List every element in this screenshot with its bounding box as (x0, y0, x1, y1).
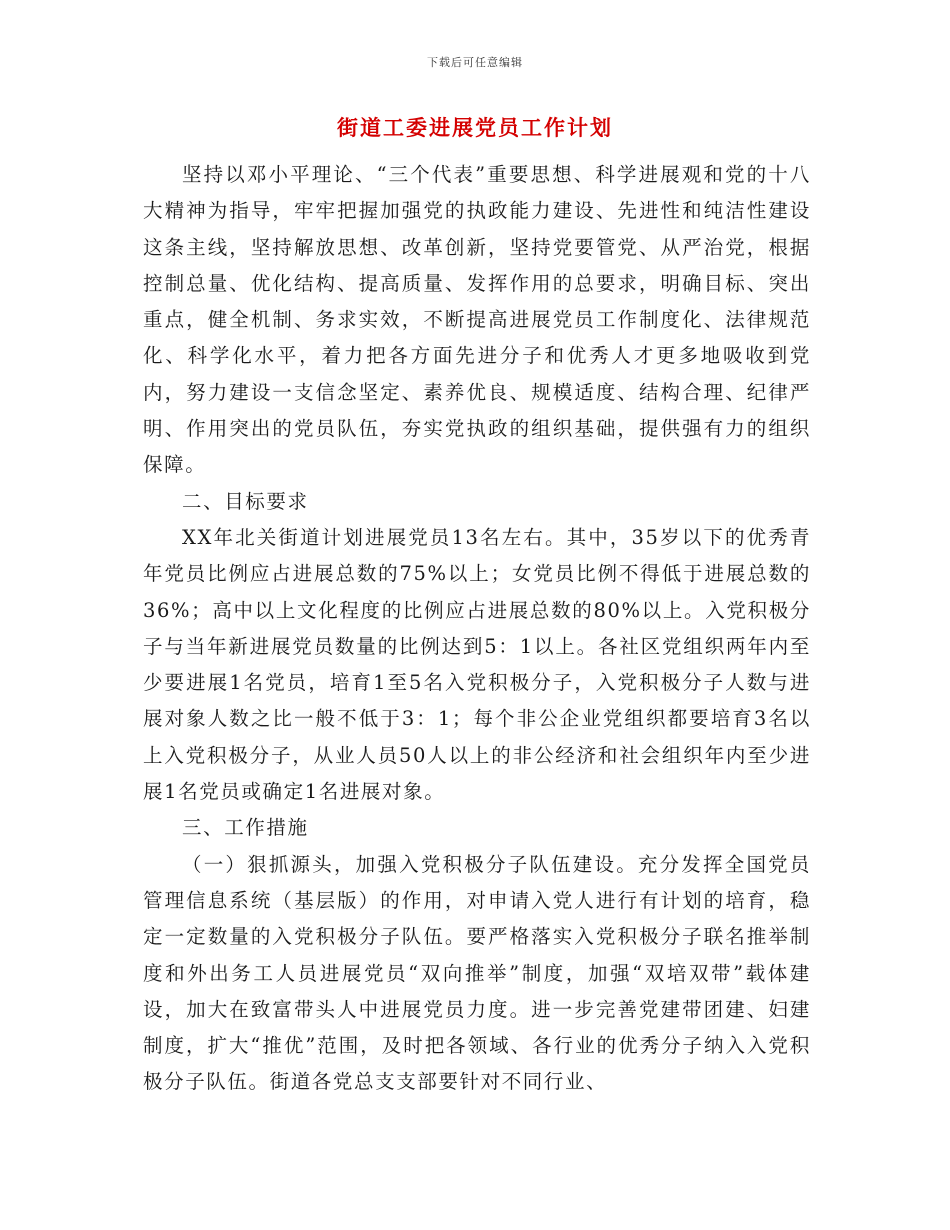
document-body (143, 157, 811, 1101)
header-note: 下载后可任意编辑 (427, 56, 523, 69)
paragraph-measures-1: （一）狠抓源头，加强入党积极分子队伍建设。充分发挥全国党员管理信息系统（基层版）的作用，对申请入党人进行有计划的培育，稳定一定数量的入党积极分子队伍。要严格落实入党积极分子联名推举制度和外出务工人员进展党员“双向推举”制度，加强“双培双带”载体建设，加大在致富带头人中进展党员力度。进一步完善党建带团建、妇建制度，扩大“推优”范围，及时把各领域、各行业的优秀分子纳入入党积极分子队伍。街道各党总支支部要针对不同行业、 (143, 852, 811, 1094)
paragraph-intro: 坚持以邓小平理论、“三个代表”重要思想、科学进展观和党的十八大精神为指导，牢牢把握加强党的执政能力建设、先进性和纯洁性建设这条主线，坚持解放思想、改革创新，坚持党要管党、从严治党，根据控制总量、优化结构、提高质量、发挥作用的总要求，明确目标、突出重点，健全机制、务求实效，不断提高进展党员工作制度化、法律规范化、科学化水平，着力把各方面先进分子和优秀人才更多地吸收到党内，努力建设一支信念坚定、素养优良、规模适度、结构合理、纪律严明、作用突出的党员队伍，夯实党执政的组织基础，提供强有力的组织保障。 (143, 163, 811, 477)
section-heading-goals: 二、目标要求 (182, 489, 309, 513)
document-title: 街道工委进展党员工作计划 (337, 115, 613, 140)
paragraph-goals: XX年北关街道计划进展党员13名左右。其中，35岁以下的优秀青年党员比例应占进展总数的75%以上；女党员比例不得低于进展总数的36%；高中以上文化程度的比例应占进展总数的80%以上。入党积极分子与当年新进展党员数量的比例达到5：1以上。各社区党组织两年内至少要进展1名党员，培育1至5名入党积极分子，入党积极分子人数与进展对象人数之比一般不低于3：1；每个非公企业党组织都要培育3名以上入党积极分子，从业人员50人以上的非公经济和社会组织年内至少进展1名党员或确定1名进展对象。 (143, 525, 811, 804)
section-heading-measures: 三、工作措施 (182, 816, 309, 840)
